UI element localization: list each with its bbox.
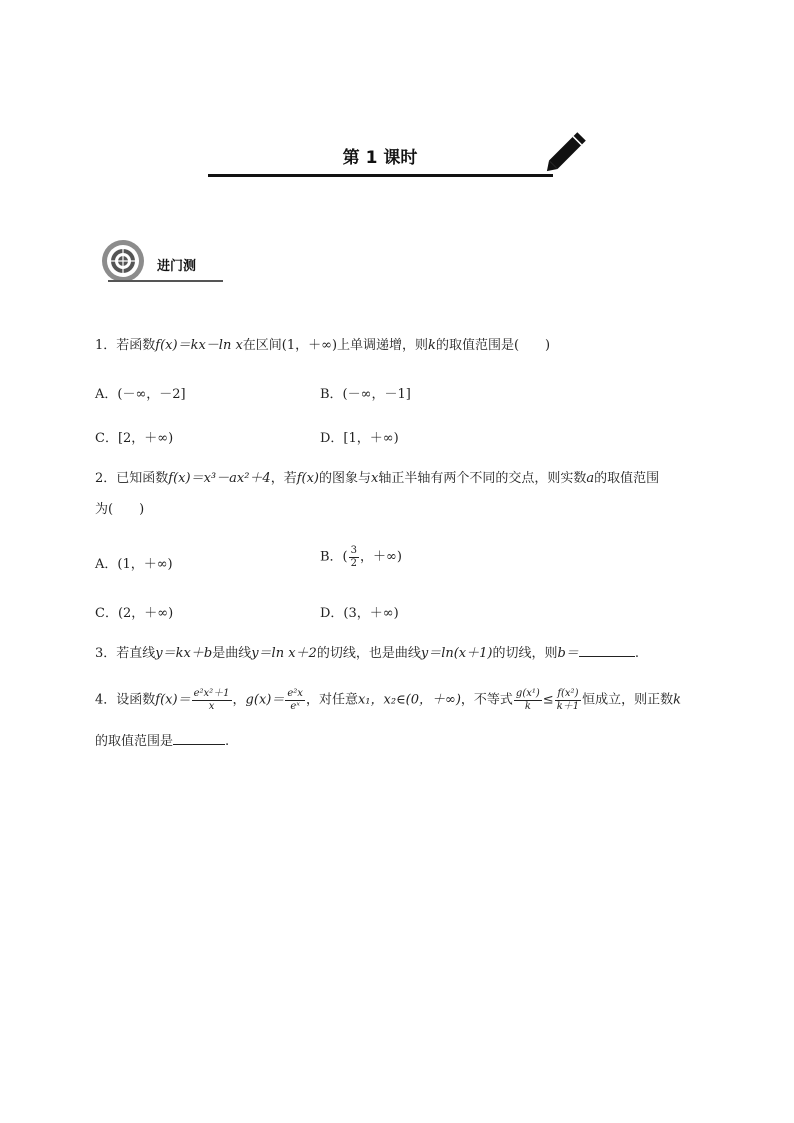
question-4-x-vars: x₁，x₂∈(0，＋∞) bbox=[357, 692, 461, 708]
question-2-fx: f(x) bbox=[296, 471, 320, 486]
question-2-option-b[interactable] bbox=[320, 545, 402, 569]
question-4-number: 4． bbox=[95, 692, 117, 708]
question-2-text: ，若 bbox=[270, 471, 297, 486]
question-3-curve-2: y＝ln(x＋1) bbox=[420, 646, 493, 661]
option-b-suffix: ，＋∞) bbox=[360, 549, 402, 565]
question-2-text: 已知函数 bbox=[116, 471, 169, 486]
fraction-numerator: g(x¹) bbox=[515, 688, 540, 699]
answer-blank[interactable] bbox=[579, 646, 635, 657]
target-icon bbox=[100, 238, 146, 284]
question-1-option-b[interactable]: B．(－∞，－1] bbox=[320, 387, 411, 402]
question-4-text: ， bbox=[232, 692, 246, 708]
fraction-ineq-right bbox=[555, 688, 581, 712]
question-1-stem bbox=[95, 338, 550, 354]
question-2-number: 2． bbox=[95, 471, 117, 486]
fraction-f bbox=[192, 688, 232, 712]
fraction-denominator: k bbox=[524, 700, 531, 712]
inequality-operator: ≤ bbox=[542, 692, 554, 708]
title-underline bbox=[208, 174, 553, 177]
fraction-numerator: 3 bbox=[350, 545, 358, 556]
question-2-text: 轴正半轴有两个不同的交点，则实数 bbox=[378, 471, 587, 486]
question-2-stem-cont: 为( ) bbox=[95, 502, 145, 517]
fraction-denominator: 2 bbox=[350, 557, 358, 569]
fraction-numerator: e²x bbox=[287, 688, 303, 699]
question-2-option-c[interactable]: C．(2，＋∞) bbox=[95, 606, 174, 621]
fraction-ineq-left bbox=[514, 688, 542, 712]
question-2-text: 的图象与 bbox=[319, 471, 372, 486]
question-4-text: ，对任意 bbox=[305, 692, 358, 708]
fraction bbox=[349, 545, 359, 569]
question-2-function: f(x)＝x³－ax²＋4 bbox=[168, 471, 271, 486]
question-3-text: 的切线，也是曲线 bbox=[316, 646, 421, 661]
question-4-text: . bbox=[225, 734, 230, 749]
question-3-line-eq: y＝kx＋b bbox=[155, 646, 213, 661]
fraction-denominator: eˣ bbox=[290, 700, 300, 712]
section-underline bbox=[108, 280, 223, 282]
page-title: 第 1 课时 bbox=[342, 148, 418, 168]
question-2-stem bbox=[95, 471, 659, 487]
question-1-text: 若函数 bbox=[116, 338, 156, 353]
question-1-text: 在区间(1，＋∞)上单调递增，则 bbox=[242, 338, 429, 353]
question-4-f-lhs: f(x)＝ bbox=[155, 692, 191, 708]
pencil-icon bbox=[538, 124, 594, 180]
question-2-var-a: a bbox=[586, 471, 595, 486]
question-1-text: 的取值范围是( ) bbox=[435, 338, 551, 353]
question-4-stem bbox=[95, 688, 681, 712]
fraction-numerator: e²x²＋1 bbox=[193, 688, 230, 699]
question-4-stem-cont bbox=[95, 734, 229, 750]
question-1-var-k: k bbox=[428, 338, 436, 353]
question-4-text: 的取值范围是 bbox=[95, 734, 174, 749]
question-2-option-a[interactable]: A．(1，＋∞) bbox=[95, 557, 173, 572]
question-4-text: ，不等式 bbox=[460, 692, 513, 708]
question-4-text: 恒成立，则正数 bbox=[582, 692, 674, 708]
question-4-var-k: k bbox=[673, 692, 682, 708]
question-1-option-c[interactable]: C．[2，＋∞) bbox=[95, 431, 174, 446]
answer-blank[interactable] bbox=[173, 734, 225, 745]
question-1-number: 1． bbox=[95, 338, 117, 353]
question-3-stem bbox=[95, 646, 639, 662]
fraction-numerator: f(x²) bbox=[555, 688, 581, 701]
question-1-option-d[interactable]: D．[1，＋∞) bbox=[320, 431, 399, 446]
question-3-text: 的切线，则 bbox=[492, 646, 558, 661]
question-3-number: 3． bbox=[95, 646, 117, 661]
question-2-option-d[interactable]: D．(3，＋∞) bbox=[320, 606, 399, 621]
question-3-var-b: b＝ bbox=[557, 646, 579, 661]
fraction-denominator: k＋1 bbox=[556, 700, 580, 712]
option-b-prefix: B．( bbox=[320, 549, 348, 565]
fraction-g bbox=[285, 688, 305, 712]
question-4-g-lhs: g(x)＝ bbox=[245, 692, 285, 708]
question-3-text: . bbox=[634, 646, 639, 661]
question-1-option-a[interactable]: A．(－∞，－2] bbox=[95, 387, 186, 402]
question-2-var-x: x bbox=[371, 471, 379, 486]
section-label: 进门测 bbox=[157, 259, 197, 274]
question-3-text: 是曲线 bbox=[212, 646, 252, 661]
question-3-curve-1: y＝ln x＋2 bbox=[251, 646, 317, 661]
question-3-text: 若直线 bbox=[116, 646, 156, 661]
question-1-function: f(x)＝kx－ln x bbox=[155, 338, 243, 353]
question-4-text: 设函数 bbox=[116, 692, 156, 708]
fraction-denominator: x bbox=[208, 700, 215, 712]
question-2-text: 的取值范围 bbox=[594, 471, 660, 486]
